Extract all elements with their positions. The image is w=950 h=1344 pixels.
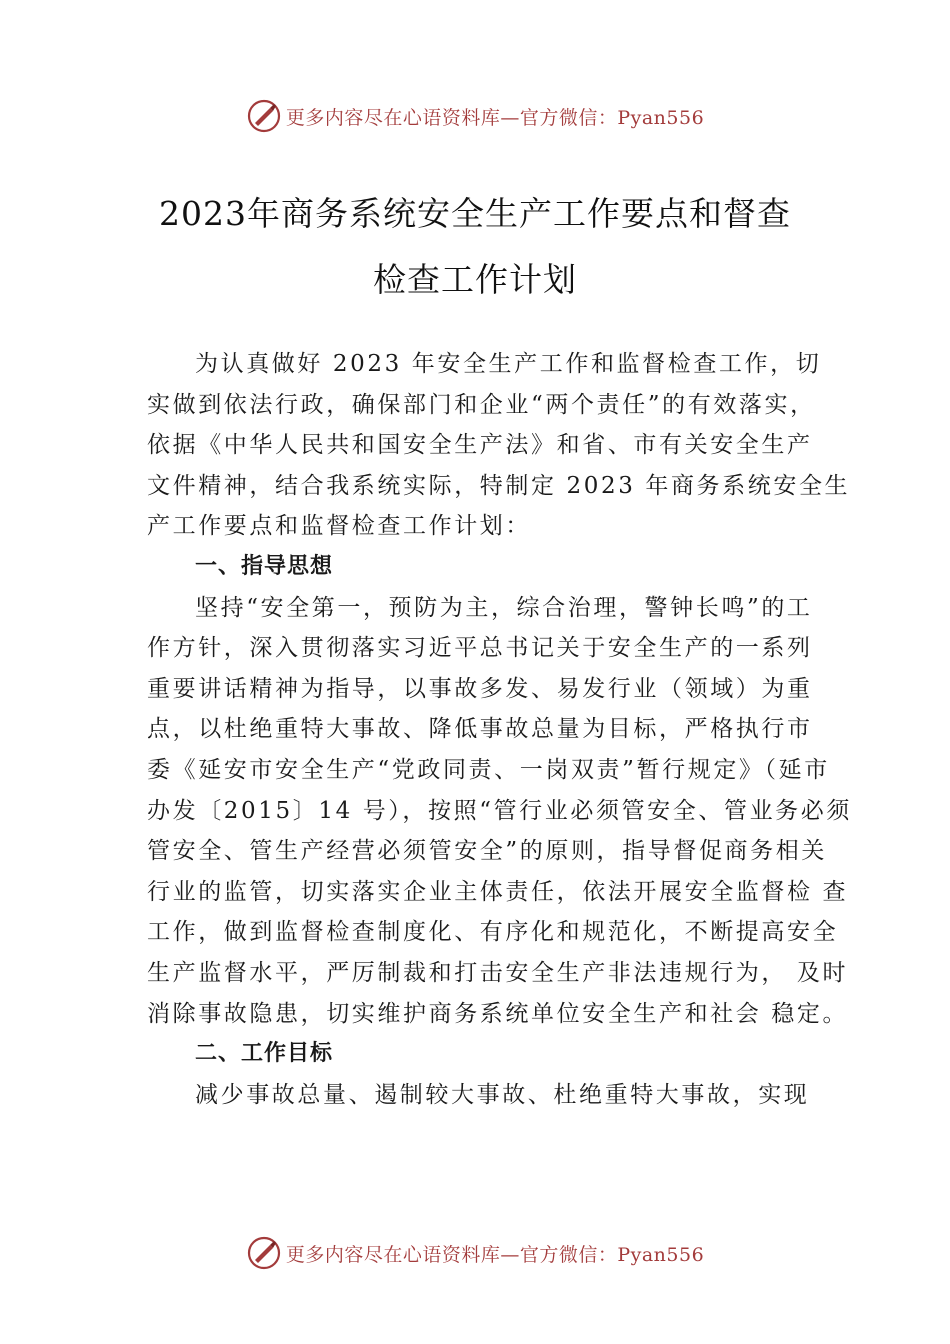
paragraph-line: 生产监督水平，严厉制裁和打击安全生产非法违规行为， 及时 (147, 959, 849, 986)
paragraph-line: 实做到依法行政，确保部门和企业“两个责任”的有效落实， (147, 391, 816, 418)
paragraph-line: 重要讲话精神为指导，以事故多发、易发行业（领域）为重 (147, 675, 813, 702)
document-title-line-1: 2023年商务系统安全生产工作要点和督查 (159, 194, 791, 233)
paragraph-line: 依据《中华人民共和国安全生产法》和省、市有关安全生产 (147, 432, 813, 459)
section-heading-guiding-ideology: 一、指导思想 (195, 553, 334, 579)
watermark-text: 更多内容尽在心语资料库—官方微信：Pyan556 (285, 1243, 705, 1266)
paragraph-line: 产工作要点和监督检查工作计划： (147, 513, 531, 540)
paragraph-line: 消除事故隐患，切实维护商务系统单位安全生产和社会 稳定。 (147, 1000, 849, 1027)
paragraph-line: 办发〔2015〕14 号），按照“管行业必须管安全、管业务必须 (147, 797, 852, 824)
watermark-footer (0, 1233, 950, 1273)
paragraph-line: 工作，做到监督检查制度化、有序化和规范化，不断提高安全 (147, 919, 839, 946)
section-heading-work-goals: 二、工作目标 (195, 1041, 334, 1067)
paragraph-line: 点，以杜绝重特大事故、降低事故总量为目标，严格执行市 (147, 716, 813, 743)
paragraph-line: 坚持“安全第一，预防为主，综合治理，警钟长鸣”的工 (195, 594, 813, 621)
watermark-header (0, 96, 950, 136)
paragraph-line: 为认真做好 2023 年安全生产工作和监督检查工作，切 (195, 351, 822, 377)
document-body (147, 344, 852, 1115)
watermark-text: 更多内容尽在心语资料库—官方微信：Pyan556 (285, 106, 705, 129)
paragraph-line: 行业的监管，切实落实企业主体责任，依法开展安全监督检 查 (147, 878, 849, 905)
pen-seal-icon (246, 98, 282, 134)
paragraph-line: 委《延安市安全生产“党政同责、一岗双责”暂行规定》（延市 (147, 756, 830, 783)
paragraph-line: 作方针，深入贯彻落实习近平总书记关于安全生产的一系列 (147, 635, 813, 662)
document-title-line-2: 检查工作计划 (373, 260, 577, 299)
pen-seal-icon (246, 1235, 282, 1271)
paragraph-line: 减少事故总量、遏制较大事故、杜绝重特大事故，实现 (195, 1081, 810, 1108)
paragraph-line: 管安全、管生产经营必须管安全”的原则，指导督促商务相关 (147, 838, 827, 865)
paragraph-line: 文件精神，结合我系统实际，特制定 2023 年商务系统安全生 (147, 472, 851, 499)
